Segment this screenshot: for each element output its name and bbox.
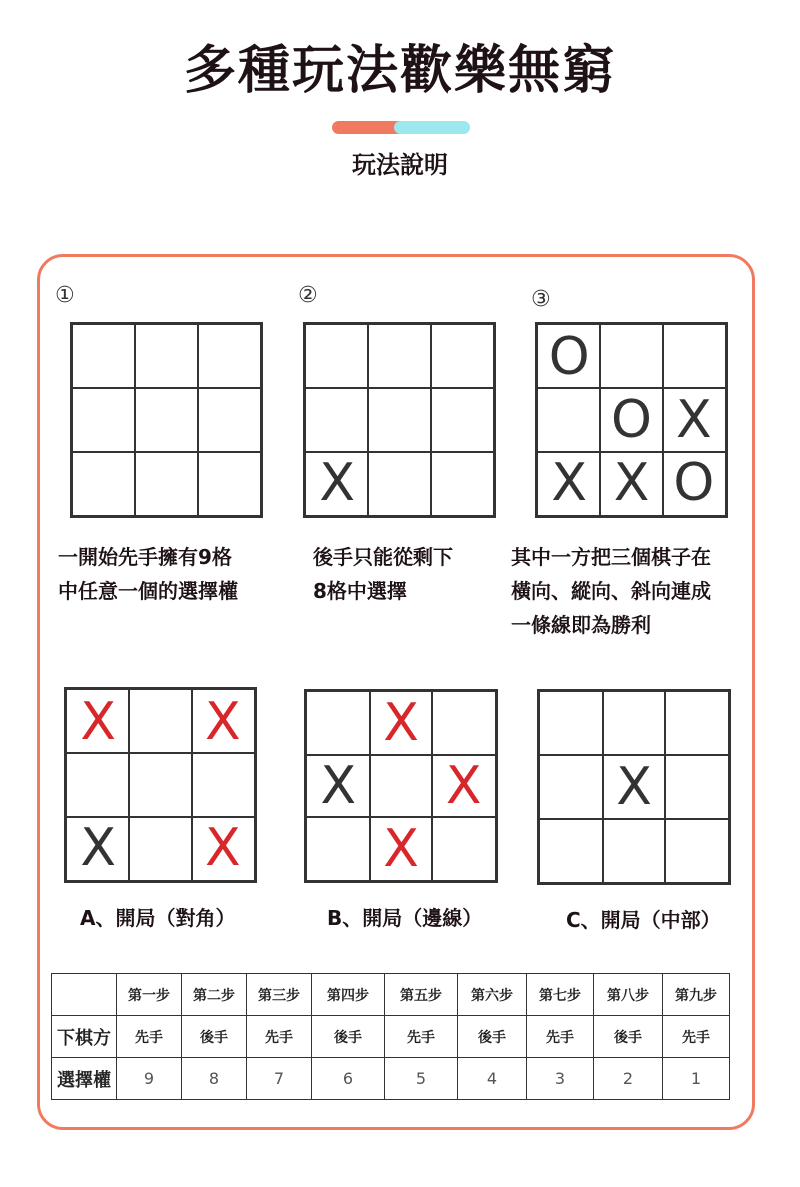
panel-1-caption (58, 540, 238, 608)
grid-line (134, 325, 136, 515)
o-mark: O (548, 326, 590, 387)
x-mark: X (445, 756, 482, 816)
x-mark: X (613, 453, 650, 514)
x-mark: X (383, 818, 419, 879)
table-row-label: 下棋方 (52, 1016, 117, 1058)
accent-bar-right (394, 121, 470, 134)
step-table (51, 973, 730, 1100)
panel-2-caption (313, 540, 453, 608)
panel-1-board (70, 322, 263, 518)
x-mark: X (383, 693, 419, 754)
table-cell: 先手 (663, 1016, 730, 1058)
x-mark: X (80, 818, 116, 879)
table-cell: 8 (182, 1058, 247, 1100)
panel-2-caption-line: 後手只能從剩下 (313, 545, 453, 569)
x-mark: X (319, 453, 355, 514)
o-mark: O (673, 453, 715, 514)
table-header-cell: 第二步 (182, 974, 247, 1016)
table-cell: 6 (312, 1058, 385, 1100)
grid-line (73, 387, 260, 389)
x-mark: X (80, 691, 116, 752)
opening-b-board (304, 689, 498, 883)
table-header-cell: 第七步 (527, 974, 594, 1016)
table-cell: 後手 (312, 1016, 385, 1058)
table-header-row (52, 974, 730, 1016)
table-row-label: 選擇權 (52, 1058, 117, 1100)
grid-line (73, 451, 260, 453)
x-mark: X (205, 818, 241, 879)
table-cell: 後手 (182, 1016, 247, 1058)
panel-3-caption-line: 橫向、縱向、斜向連成 (511, 579, 711, 603)
x-mark: X (320, 756, 357, 816)
table-cell: 7 (247, 1058, 312, 1100)
table-cell: 9 (117, 1058, 182, 1100)
panel-3-caption-line: 一條線即為勝利 (511, 613, 651, 637)
page-title: 多種玩法歡樂無窮 (183, 41, 616, 101)
o-mark: O (611, 390, 652, 450)
table-cell: 1 (663, 1058, 730, 1100)
table-header-cell: 第三步 (247, 974, 312, 1016)
table-row (52, 1058, 730, 1100)
table-header-cell: 第四步 (312, 974, 385, 1016)
opening-c-board (537, 689, 731, 885)
step-number-3: ③ (531, 287, 551, 312)
grid-line (197, 325, 199, 515)
opening-b-label: B、開局（邊線） (327, 906, 483, 930)
opening-a-board (64, 687, 257, 883)
panel-1-caption-line: 中任意一個的選擇權 (58, 579, 238, 603)
table-cell: 3 (527, 1058, 594, 1100)
panel-3-board (535, 322, 728, 518)
table-cell: 先手 (247, 1016, 312, 1058)
panel-3-caption-line: 其中一方把三個棋子在 (511, 545, 711, 569)
panel-1-caption-line: 一開始先手擁有9格 (58, 545, 232, 569)
table-cell: 後手 (458, 1016, 527, 1058)
table-cell: 2 (594, 1058, 663, 1100)
table-cell: 後手 (594, 1016, 663, 1058)
x-mark: X (676, 390, 712, 450)
panel-2-board (303, 322, 496, 518)
table-cell: 先手 (385, 1016, 458, 1058)
panel-3-caption (511, 540, 711, 642)
table-header-cell: 第八步 (594, 974, 663, 1016)
step-number-2: ② (298, 283, 318, 308)
table-header-cell: 第九步 (663, 974, 730, 1016)
table-cell: 先手 (527, 1016, 594, 1058)
opening-a-label: A、開局（對角） (80, 906, 236, 930)
table-cell: 先手 (117, 1016, 182, 1058)
grid-line (306, 387, 493, 389)
panel-2-caption-line: 8格中選擇 (313, 579, 407, 603)
grid-line (430, 325, 432, 515)
x-mark: X (616, 757, 652, 817)
step-number-1: ① (55, 283, 75, 308)
table-header-cell: 第六步 (458, 974, 527, 1016)
x-mark: X (551, 453, 587, 514)
section-subtitle: 玩法說明 (352, 151, 448, 179)
table-header-cell: 第五步 (385, 974, 458, 1016)
opening-c-label: C、開局（中部） (566, 908, 721, 932)
table-cell: 4 (458, 1058, 527, 1100)
table-corner-cell (52, 974, 117, 1016)
table-cell: 5 (385, 1058, 458, 1100)
x-mark: X (205, 691, 241, 752)
table-header-cell: 第一步 (117, 974, 182, 1016)
table-row (52, 1016, 730, 1058)
